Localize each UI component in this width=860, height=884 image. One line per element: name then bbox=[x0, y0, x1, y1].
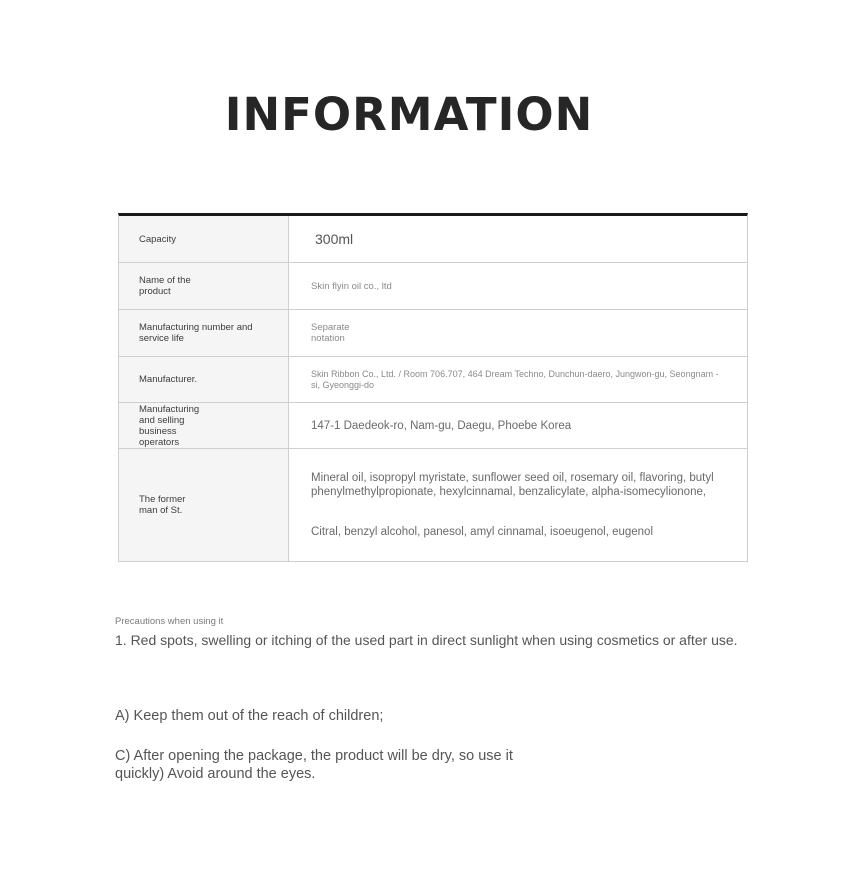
table-row bbox=[119, 309, 747, 356]
ingredients-label: The former man of St. bbox=[139, 494, 186, 516]
precaution-item-1: 1. Red spots, swelling or itching of the used part in direct sunlight when using cosmetics or after use. bbox=[115, 632, 738, 648]
page-title: INFORMATION bbox=[224, 88, 594, 141]
seller-value: 147-1 Daedeok-ro, Nam-gu, Daegu, Phoebe Korea bbox=[311, 419, 572, 432]
precaution-item-c: C) After opening the package, the product will be dry, so use it quickly) Avoid around the eyes. bbox=[115, 748, 513, 782]
product-name-label: Name of the product bbox=[139, 275, 191, 297]
manufacturing-number-label: Manufacturing number and service life bbox=[139, 322, 253, 344]
row-value-manufacturer bbox=[289, 357, 747, 402]
seller-label: Manufacturing and selling business operators bbox=[139, 403, 200, 448]
row-label-ingredients bbox=[119, 449, 289, 561]
product-name-value: Skin flyin oil co., ltd bbox=[311, 280, 392, 292]
precautions-section bbox=[115, 616, 775, 648]
table-row bbox=[119, 356, 747, 402]
row-label-seller bbox=[119, 403, 289, 448]
row-label-manufacturing-number bbox=[119, 310, 289, 356]
table-row bbox=[119, 402, 747, 448]
precautions-heading: Precautions when using it bbox=[115, 616, 224, 627]
precaution-item-a: A) Keep them out of the reach of children; bbox=[115, 708, 384, 724]
table-row bbox=[119, 216, 747, 262]
row-value-seller bbox=[289, 403, 747, 448]
table-row bbox=[119, 262, 747, 309]
row-value-ingredients bbox=[289, 449, 747, 561]
row-label-manufacturer: Manufacturer. bbox=[119, 357, 289, 402]
manufacturing-number-value: Separate notation bbox=[311, 322, 350, 344]
row-value-manufacturing-number bbox=[289, 310, 747, 356]
ingredients-value-line2: Citral, benzyl alcohol, panesol, amyl cinnamal, isoeugenol, eugenol bbox=[311, 526, 654, 538]
product-info-table bbox=[118, 213, 748, 562]
row-label-capacity: Capacity bbox=[119, 216, 289, 262]
row-value-product-name bbox=[289, 263, 747, 309]
manufacturer-value: Skin Ribbon Co., Ltd. / Room 706.707, 464 Dream Techno, Dunchun-daero, Jungwon-gu, Seongnam -si, Gyeonggi-do bbox=[311, 368, 719, 390]
capacity-value: 300ml bbox=[315, 230, 354, 247]
row-value-capacity bbox=[289, 216, 747, 262]
row-label-product-name bbox=[119, 263, 289, 309]
ingredients-value-line1: Mineral oil, isopropyl myristate, sunflower seed oil, rosemary oil, flavoring, butyl phenylmethylpropionate, hexylcinnamal, benzalicylate, alpha-isomecylionone, bbox=[311, 472, 714, 498]
table-row bbox=[119, 448, 747, 561]
